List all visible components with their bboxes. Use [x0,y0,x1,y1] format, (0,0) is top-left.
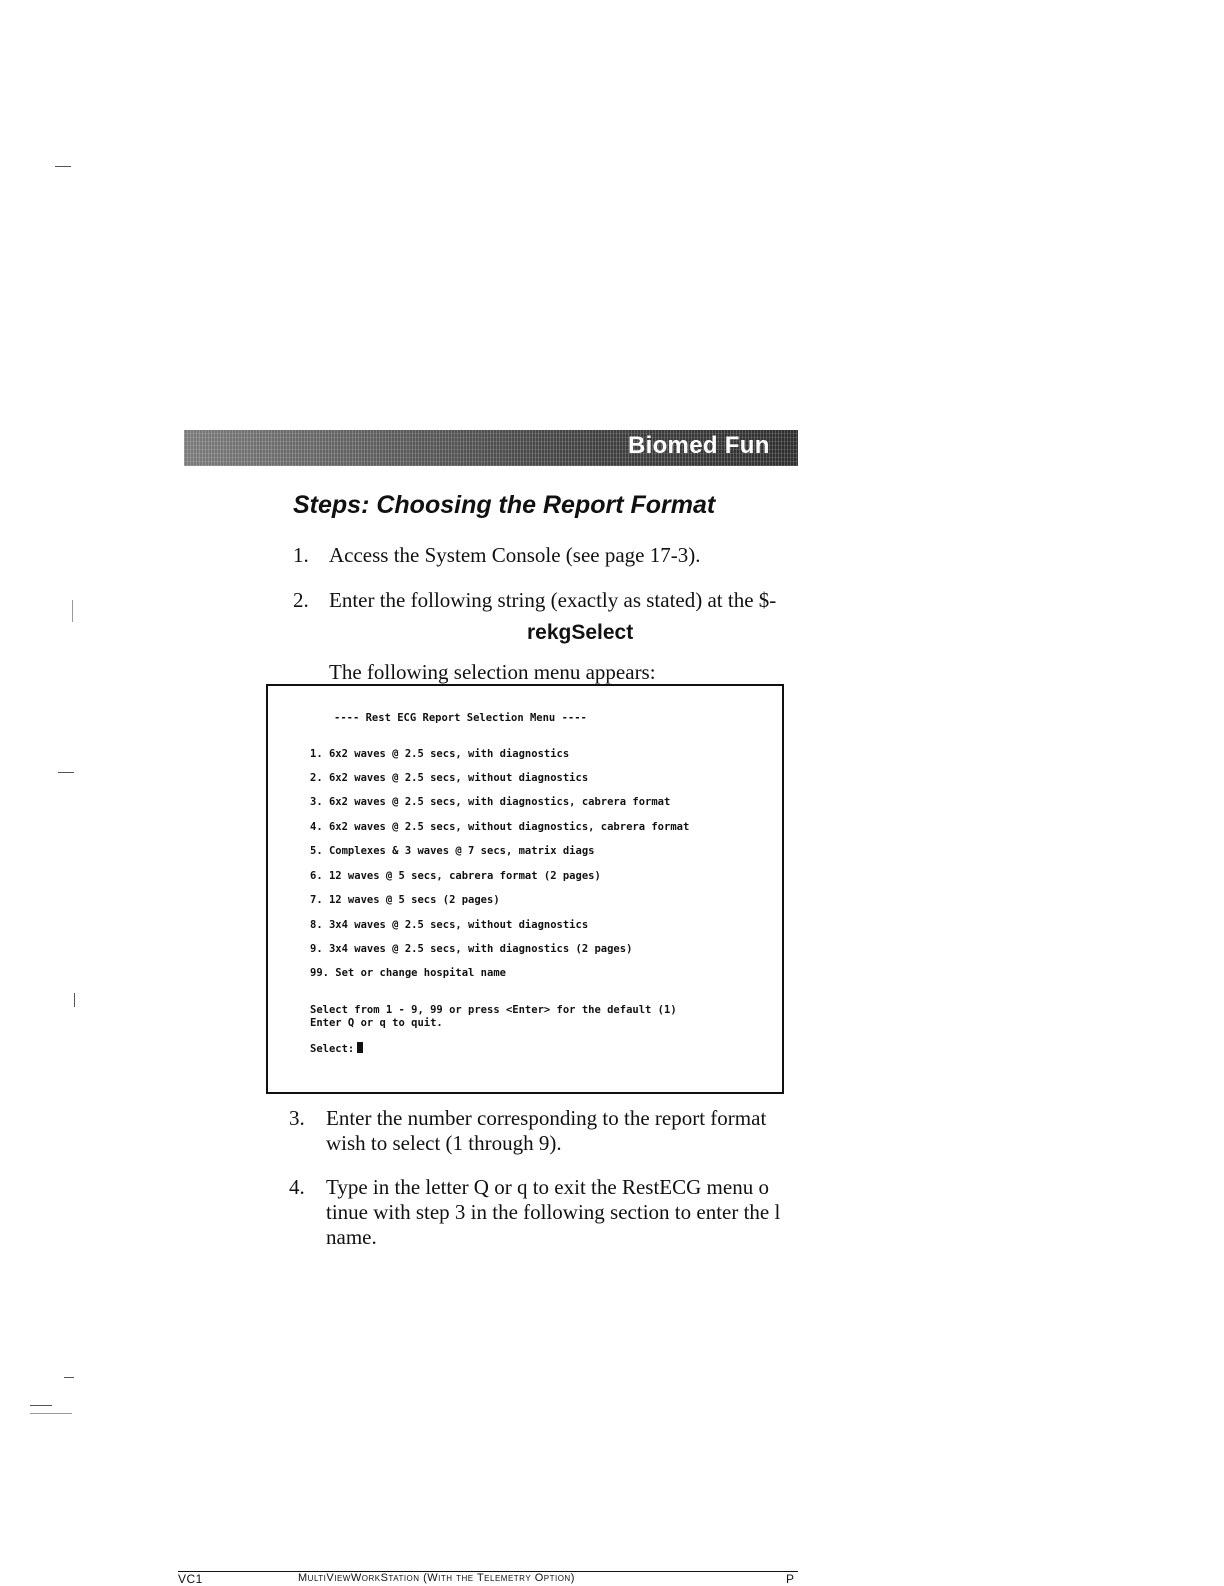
scan-mark [30,1413,72,1414]
menu-option: 4. 6x2 waves @ 2.5 secs, without diagnostics, cabrera format [310,821,690,833]
menu-option: 6. 12 waves @ 5 secs, cabrera format (2 pages) [310,870,601,882]
menu-option: 9. 3x4 waves @ 2.5 secs, with diagnostics (2 pages) [310,943,633,955]
scan-mark [74,993,75,1007]
footer-center: MultiViewWorkStation (With the Telemetry Option) [298,1572,575,1584]
select-prompt [310,1042,363,1055]
scan-mark [58,772,74,773]
step-number: 2. [293,588,309,612]
menu-option: 1. 6x2 waves @ 2.5 secs, with diagnostics [310,748,570,760]
menu-intro: The following selection menu appears: [329,660,656,684]
menu-option: 3. 6x2 waves @ 2.5 secs, with diagnostics, cabrera format [310,796,671,808]
footer-left: VC1 [178,1572,203,1586]
step-text: name. [326,1225,377,1249]
step-text: Enter the following string (exactly as stated) at the $- [329,588,777,612]
step-number: 4. [289,1175,305,1199]
command-string: rekgSelect [527,621,634,644]
step-number: 3. [289,1106,305,1130]
step-text: Access the System Console (see page 17-3). [329,543,701,567]
scan-mark [55,166,71,167]
footer-right: P [786,1572,795,1586]
step-text: tinue with step 3 in the following section to enter the l [326,1200,781,1224]
header-title: Biomed Fun [628,432,770,459]
menu-option: 99. Set or change hospital name [310,967,506,979]
menu-title: ---- Rest ECG Report Selection Menu ---- [334,712,587,724]
scan-mark [64,1377,74,1378]
cursor-block [357,1042,363,1053]
terminal-menu [266,684,784,1094]
step-number: 1. [293,543,309,567]
section-heading: Steps: Choosing the Report Format [293,491,716,519]
menu-option: 8. 3x4 waves @ 2.5 secs, without diagnostics [310,919,589,931]
menu-instruction: Enter Q or q to quit. [310,1017,443,1029]
scan-mark [30,1405,52,1406]
select-prompt-label: Select: [310,1043,355,1055]
header-band [184,430,798,466]
menu-option: 2. 6x2 waves @ 2.5 secs, without diagnostics [310,772,589,784]
scan-mark [72,600,73,622]
step-text: wish to select (1 through 9). [326,1131,562,1155]
menu-option: 5. Complexes & 3 waves @ 7 secs, matrix diags [310,845,595,857]
menu-option: 7. 12 waves @ 5 secs (2 pages) [310,894,500,906]
menu-instruction: Select from 1 - 9, 99 or press <Enter> for the default (1) [310,1004,677,1016]
step-text: Type in the letter Q or q to exit the RestECG menu o [326,1175,769,1199]
step-text: Enter the number corresponding to the report format [326,1106,767,1130]
